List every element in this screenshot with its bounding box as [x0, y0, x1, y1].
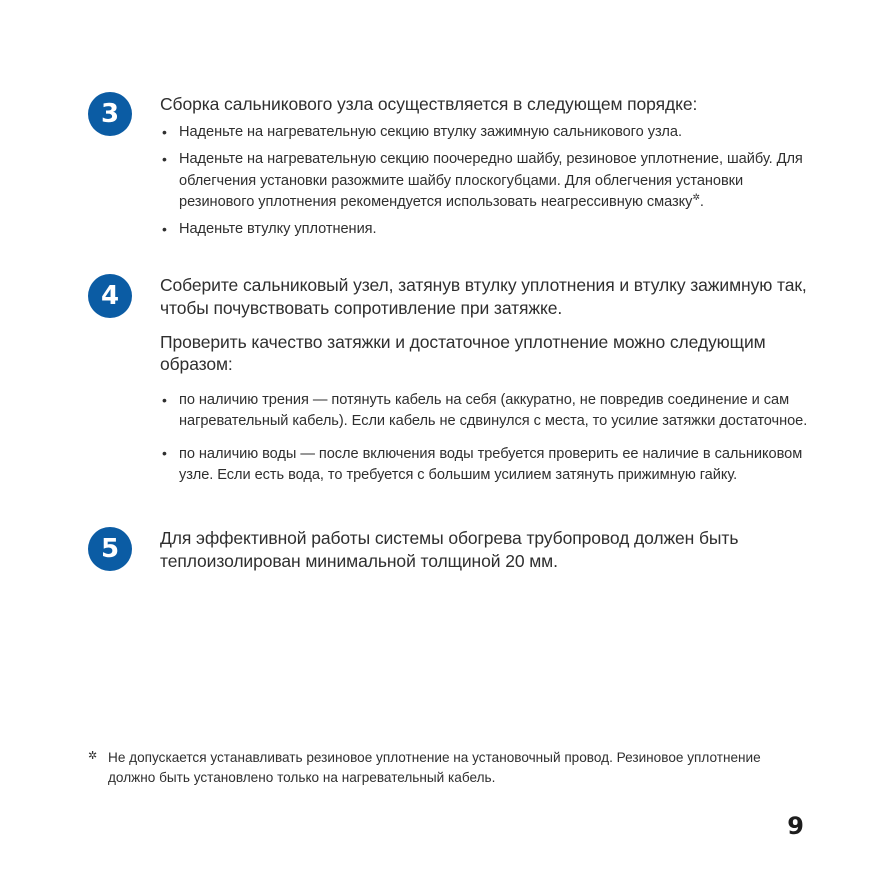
footnote	[88, 748, 806, 789]
bullet-text-tail: .	[699, 194, 704, 211]
step-body-3	[160, 92, 808, 241]
step-block-3	[88, 92, 808, 241]
step-badge-3: 3	[88, 92, 132, 136]
footnote-marker-icon: ✲	[88, 750, 98, 762]
bullet-text: по наличию воды — после включения воды требуется проверить ее наличие в сальниковом узле. Если есть вода, то требуется с большим усилием затянуть прижимную гайку.	[179, 445, 803, 483]
step-badge-5: 5	[88, 527, 132, 571]
step-3-bullet-list	[160, 122, 808, 240]
step-4-lead-text: Соберите сальниковый узел, затянув втулку уплотнения и втулку зажимную так, чтобы почувствовать сопротивление при затяжке.	[160, 275, 807, 318]
list-item	[160, 444, 808, 487]
step-badge-4: 4	[88, 274, 132, 318]
step-body-4	[160, 274, 808, 486]
list-item	[160, 219, 808, 240]
step-4-lead-text-2: Проверить качество затяжки и достаточное уплотнение можно следующим образом:	[160, 331, 766, 375]
step-5-lead-text: Для эффективной работы системы обогрева трубопровод должен быть теплоизолирован минимальной толщиной 20 мм.	[160, 528, 739, 571]
step-block-5	[88, 527, 808, 579]
page-number: 9	[787, 812, 804, 840]
bullet-text: по наличию трения — потянуть кабель на себя (аккуратно, не повредив соединение и сам нагревательный кабель). Если кабель не сдвинулся с места, то усилие затяжки достаточное.	[179, 392, 808, 430]
step-block-4	[88, 274, 808, 486]
step-3-lead-text: Сборка сальникового узла осуществляется в следующем порядке:	[160, 94, 698, 114]
bullet-text: Наденьте на нагревательную секцию поочередно шайбу, резиновое уплотнение, шайбу. Для облегчения установки разожмите шайбу плоскогубцами. Для облегчения установки резинового уплотнения рекомендуется использовать неагрессивную смазку	[179, 151, 803, 211]
step-4-bullet-list	[160, 390, 808, 486]
footnote-reference-icon: ✲	[692, 192, 700, 203]
step-body-5	[160, 527, 808, 573]
footnote-text: Не допускается устанавливать резиновое уплотнение на установочный провод. Резиновое уплотнение должно быть установлено только на нагревательный кабель.	[108, 750, 761, 786]
bullet-text: Наденьте втулку уплотнения.	[179, 221, 377, 238]
list-item	[160, 390, 808, 433]
list-item	[160, 149, 808, 213]
list-item	[160, 122, 808, 143]
bullet-text: Наденьте на нагревательную секцию втулку зажимную сальникового узла.	[179, 124, 682, 141]
